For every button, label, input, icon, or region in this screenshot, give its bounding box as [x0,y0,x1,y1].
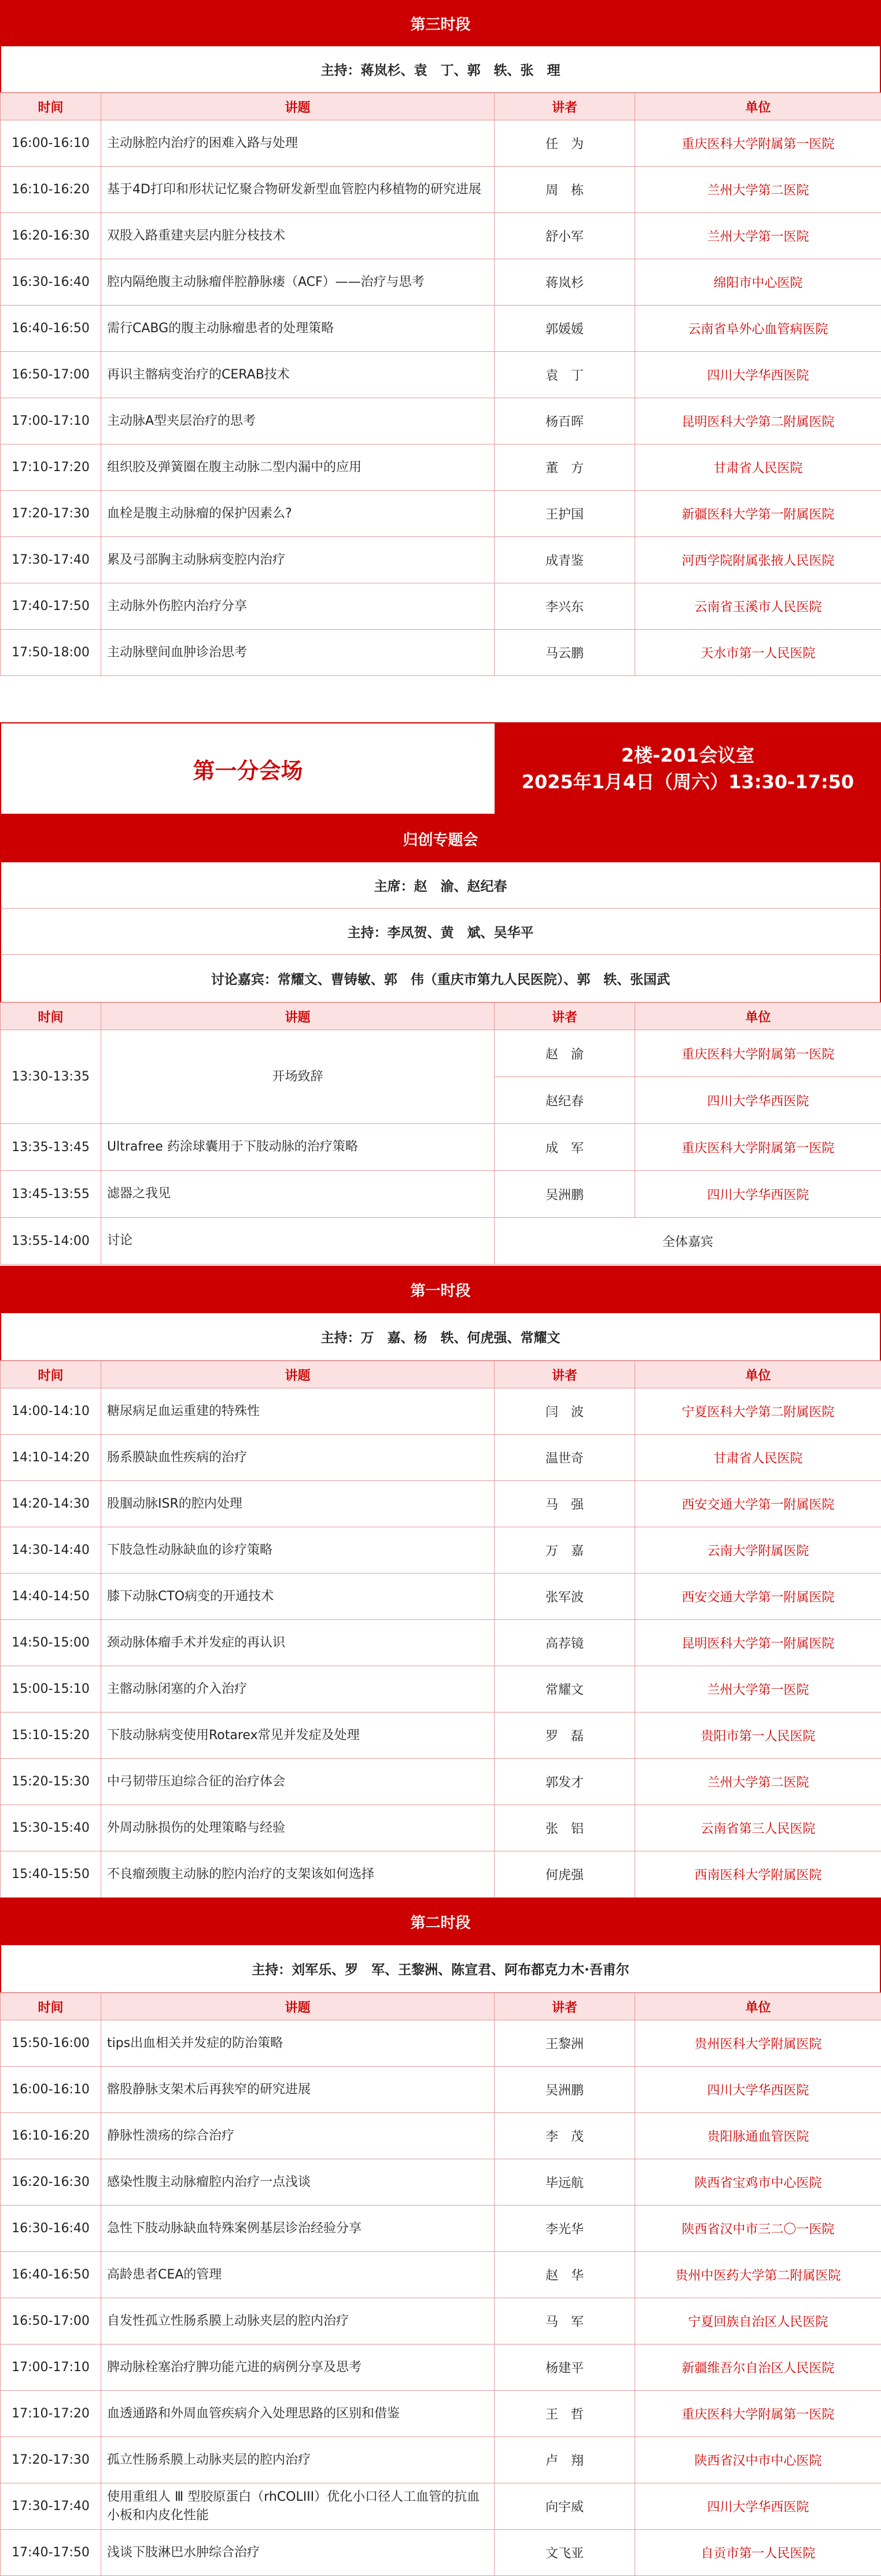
row-time: 16:40-16:50 [1,2252,101,2298]
row-speaker: 张军波 [495,1574,635,1620]
row-time: 14:30-14:40 [1,1527,101,1574]
table-row [1,444,881,491]
row-time: 16:30-16:40 [1,259,101,306]
row-speaker: 王护国 [495,491,635,537]
row-speaker: 郭发才 [495,1759,635,1805]
row-topic: 开场致辞 [101,1030,495,1124]
session1-block [0,1266,881,1898]
row-unit: 云南省第三人民医院 [635,1805,881,1851]
table-row [1,1527,881,1574]
header-topic: 讲题 [101,1993,495,2020]
row-speaker: 马云鹏 [495,630,635,676]
header-time: 时间 [1,1003,101,1030]
row-topic: Ultrafree 药涂球囊用于下肢动脉的治疗策略 [101,1124,495,1171]
row-unit: 云南省玉溪市人民医院 [635,583,881,630]
header-unit: 单位 [635,1993,881,2020]
row-unit: 贵州中医药大学第二附属医院 [635,2252,881,2298]
row-time: 13:45-13:55 [1,1171,101,1218]
special-title: 归创专题会 [0,815,881,862]
row-topic: 静脉性溃疡的综合治疗 [101,2113,495,2159]
special-block [0,815,881,1265]
row-speaker: 毕远航 [495,2159,635,2206]
row-unit: 绵阳市中心医院 [635,259,881,306]
row-unit: 西安交通大学第一附属医院 [635,1481,881,1527]
row-unit: 宁夏医科大学第二附属医院 [635,1388,881,1435]
table-row [1,1388,881,1435]
row-unit: 贵阳脉通血管医院 [635,2113,881,2159]
row-topic: tips出血相关并发症的防治策略 [101,2020,495,2067]
row-unit: 河西学院附属张掖人民医院 [635,537,881,583]
row-time: 16:00-16:10 [1,120,101,167]
row-unit: 重庆医科大学附属第一医院 [635,120,881,167]
row-topic: 腔内隔绝腹主动脉瘤伴腔静脉瘘（ACF）——治疗与思考 [101,259,495,306]
table-row [1,352,881,398]
row-speaker: 李兴东 [495,583,635,630]
table-row [1,306,881,352]
table-row [1,1481,881,1527]
row-time: 16:50-17:00 [1,2298,101,2345]
row-speaker: 吴洲鹏 [495,1171,635,1218]
table-row [1,1574,881,1620]
header-speaker: 讲者 [495,1361,635,1388]
session2-host: 主持：刘军乐、罗 军、王黎洲、陈宣君、阿布都克力木·吾甫尔 [0,1945,881,1993]
row-speaker: 万 嘉 [495,1527,635,1574]
row-unit: 陕西省汉中市三二〇一医院 [635,2206,881,2252]
row-unit: 四川大学华西医院 [635,1171,881,1218]
header-topic: 讲题 [101,93,495,120]
row-unit: 陕西省汉中市中心医院 [635,2437,881,2483]
row-speaker: 向宇威 [495,2483,635,2530]
row-time: 15:00-15:10 [1,1666,101,1713]
table-row [1,2206,881,2252]
row-topic: 浅谈下肢淋巴水肿综合治疗 [101,2530,495,2576]
row-time: 13:30-13:35 [1,1030,101,1124]
row-topic: 外周动脉损伤的处理策略与经验 [101,1805,495,1851]
table-row [1,2391,881,2437]
row-speaker: 何虎强 [495,1851,635,1898]
row-speaker: 董 方 [495,444,635,491]
row-unit: 云南大学附属医院 [635,1527,881,1574]
row-topic: 主髂动脉闭塞的介入治疗 [101,1666,495,1713]
row-speaker: 常耀文 [495,1666,635,1713]
table-row [1,1713,881,1759]
row-unit: 四川大学华西医院 [635,2067,881,2113]
row-topic: 需行CABG的腹主动脉瘤患者的处理策略 [101,306,495,352]
row-time: 13:35-13:45 [1,1124,101,1171]
row-unit: 重庆医科大学附属第一医院 [635,2391,881,2437]
row-speaker: 文飞亚 [495,2530,635,2576]
row-topic: 讨论 [101,1218,495,1265]
row-speaker: 杨建平 [495,2345,635,2391]
row-topic: 主动脉外伤腔内治疗分享 [101,583,495,630]
row-time: 14:20-14:30 [1,1481,101,1527]
row-time: 14:40-14:50 [1,1574,101,1620]
row-time: 15:20-15:30 [1,1759,101,1805]
table-row [1,1030,881,1077]
table-row [1,1666,881,1713]
session1-table [0,1361,881,1898]
row-speaker: 张 铝 [495,1805,635,1851]
session1-host: 主持：万 嘉、杨 轶、何虎强、常耀文 [0,1313,881,1361]
row-time: 14:10-14:20 [1,1435,101,1481]
table-row [1,1620,881,1666]
row-unit: 兰州大学第二医院 [635,1759,881,1805]
row-time: 16:40-16:50 [1,306,101,352]
table-header-row [1,1361,881,1388]
row-time: 17:30-17:40 [1,2483,101,2530]
table-row [1,398,881,444]
table-row [1,2437,881,2483]
venue-room: 2楼-201会议室 [621,742,754,769]
table-row [1,1851,881,1898]
row-unit: 新疆医科大学第一附属医院 [635,491,881,537]
row-time: 16:20-16:30 [1,2159,101,2206]
session2-table [0,1993,881,2576]
row-speaker: 李光华 [495,2206,635,2252]
table-header-row [1,1993,881,2020]
row-speaker: 马 强 [495,1481,635,1527]
row-topic: 累及弓部胸主动脉病变腔内治疗 [101,537,495,583]
row-topic: 下肢动脉病变使用Rotarex常见并发症及处理 [101,1713,495,1759]
session3-host: 主持：蒋岚杉、袁 丁、郭 轶、张 理 [0,46,881,93]
row-unit: 云南省阜外心血管病医院 [635,306,881,352]
header-time: 时间 [1,1993,101,2020]
row-speaker: 成 军 [495,1124,635,1171]
header-unit: 单位 [635,1361,881,1388]
row-time: 17:50-18:00 [1,630,101,676]
row-unit: 甘肃省人民医院 [635,1435,881,1481]
row-time: 15:40-15:50 [1,1851,101,1898]
row-time: 17:20-17:30 [1,2437,101,2483]
row-unit: 自贡市第一人民医院 [635,2530,881,2576]
row-time: 16:30-16:40 [1,2206,101,2252]
table-row [1,2020,881,2067]
row-time: 16:10-16:20 [1,2113,101,2159]
row-unit: 西南医科大学附属医院 [635,1851,881,1898]
header-time: 时间 [1,1361,101,1388]
row-unit: 新疆维吾尔自治区人民医院 [635,2345,881,2391]
venue-datetime: 2025年1月4日（周六）13:30-17:50 [522,769,854,795]
row-speaker: 马 军 [495,2298,635,2345]
row-time: 14:00-14:10 [1,1388,101,1435]
table-row [1,537,881,583]
row-topic: 高龄患者CEA的管理 [101,2252,495,2298]
table-row [1,1435,881,1481]
row-topic: 滤器之我见 [101,1171,495,1218]
venue-info [495,723,881,814]
row-time: 17:00-17:10 [1,398,101,444]
row-topic: 主动脉壁间血肿诊治思考 [101,630,495,676]
row-unit: 四川大学华西医院 [635,352,881,398]
row-topic: 不良瘤颈腹主动脉的腔内治疗的支架该如何选择 [101,1851,495,1898]
special-host: 主持：李凤贺、黄 斌、吴华平 [0,909,881,955]
header-topic: 讲题 [101,1361,495,1388]
row-time: 13:55-14:00 [1,1218,101,1265]
row-time: 15:50-16:00 [1,2020,101,2067]
row-unit: 兰州大学第一医院 [635,1666,881,1713]
row-speaker: 郭媛媛 [495,306,635,352]
row-unit: 兰州大学第一医院 [635,213,881,259]
row-time: 14:50-15:00 [1,1620,101,1666]
table-row [1,2159,881,2206]
row-topic: 膝下动脉CTO病变的开通技术 [101,1574,495,1620]
session3-title: 第三时段 [0,0,881,46]
row-time: 16:20-16:30 [1,213,101,259]
session2-title: 第二时段 [0,1898,881,1945]
row-time: 15:10-15:20 [1,1713,101,1759]
table-row [1,259,881,306]
row-speaker: 成青鉴 [495,537,635,583]
session2-block [0,1898,881,2576]
row-speaker: 吴洲鹏 [495,2067,635,2113]
row-topic: 使用重组人 Ⅲ 型胶原蛋白（rhCOLIII）优化小口径人工血管的抗血小板和内皮化性能 [101,2483,495,2530]
row-speaker: 王黎洲 [495,2020,635,2067]
header-speaker: 讲者 [495,93,635,120]
row-topic: 双股入路重建夹层内脏分枝技术 [101,213,495,259]
header-topic: 讲题 [101,1003,495,1030]
row-speaker: 周 栋 [495,167,635,213]
header-speaker: 讲者 [495,1003,635,1030]
row-time: 17:10-17:20 [1,444,101,491]
table-row [1,2298,881,2345]
row-time: 17:30-17:40 [1,537,101,583]
session3-block [0,0,881,676]
table-row [1,1759,881,1805]
row-topic: 颈动脉体瘤手术并发症的再认识 [101,1620,495,1666]
table-row [1,491,881,537]
table-row [1,120,881,167]
row-topic: 再识主髂病变治疗的CERAB技术 [101,352,495,398]
row-unit: 天水市第一人民医院 [635,630,881,676]
session3-table [0,93,881,676]
row-topic: 下肢急性动脉缺血的诊疗策略 [101,1527,495,1574]
row-speaker: 罗 磊 [495,1713,635,1759]
row-speaker: 赵纪春 [495,1077,635,1124]
row-time: 17:40-17:50 [1,583,101,630]
row-topic: 股腘动脉ISR的腔内处理 [101,1481,495,1527]
table-row [1,1218,881,1265]
row-topic: 髂股静脉支架术后再狭窄的研究进展 [101,2067,495,2113]
row-unit: 昆明医科大学第二附属医院 [635,398,881,444]
table-row [1,1124,881,1171]
table-row [1,2067,881,2113]
row-speaker: 卢 翔 [495,2437,635,2483]
header-unit: 单位 [635,1003,881,1030]
header-unit: 单位 [635,93,881,120]
row-unit: 兰州大学第二医院 [635,167,881,213]
row-speaker: 袁 丁 [495,352,635,398]
table-row [1,630,881,676]
row-speaker: 赵 华 [495,2252,635,2298]
row-topic: 急性下肢动脉缺血特殊案例基层诊治经验分享 [101,2206,495,2252]
row-speaker: 蒋岚杉 [495,259,635,306]
row-topic: 感染性腹主动脉瘤腔内治疗一点浅谈 [101,2159,495,2206]
row-topic: 糖尿病足血运重建的特殊性 [101,1388,495,1435]
row-unit: 贵阳市第一人民医院 [635,1713,881,1759]
row-topic: 主动脉A型夹层治疗的思考 [101,398,495,444]
table-header-row [1,1003,881,1030]
table-row [1,2530,881,2576]
row-speaker: 舒小军 [495,213,635,259]
row-time: 16:10-16:20 [1,167,101,213]
row-speaker: 赵 渝 [495,1030,635,1077]
table-header-row [1,93,881,120]
table-row [1,2113,881,2159]
table-row [1,1171,881,1218]
row-time: 16:00-16:10 [1,2067,101,2113]
row-speaker: 王 哲 [495,2391,635,2437]
row-topic: 血透通路和外周血管疾病介入处理思路的区别和借鉴 [101,2391,495,2437]
row-unit: 重庆医科大学附属第一医院 [635,1124,881,1171]
header-time: 时间 [1,93,101,120]
row-time: 15:30-15:40 [1,1805,101,1851]
row-topic: 基于4D打印和形状记忆聚合物研发新型血管腔内移植物的研究进展 [101,167,495,213]
row-unit: 贵州医科大学附属医院 [635,2020,881,2067]
row-time: 16:50-17:00 [1,352,101,398]
row-unit: 四川大学华西医院 [635,1077,881,1124]
row-speaker: 任 为 [495,120,635,167]
table-row [1,583,881,630]
table-row [1,2252,881,2298]
row-unit: 陕西省宝鸡市中心医院 [635,2159,881,2206]
row-speaker: 温世奇 [495,1435,635,1481]
row-time: 17:10-17:20 [1,2391,101,2437]
row-time: 17:40-17:50 [1,2530,101,2576]
row-topic: 中弓韧带压迫综合征的治疗体会 [101,1759,495,1805]
row-topic: 血栓是腹主动脉瘤的保护因素么? [101,491,495,537]
table-row [1,2345,881,2391]
row-topic: 脾动脉栓塞治疗脾功能亢进的病例分享及思考 [101,2345,495,2391]
row-unit: 重庆医科大学附属第一医院 [635,1030,881,1077]
venue-banner [0,722,881,815]
row-topic: 孤立性肠系膜上动脉夹层的腔内治疗 [101,2437,495,2483]
row-speaker: 高荐镜 [495,1620,635,1666]
special-guests: 讨论嘉宾：常耀文、曹铸敏、郭 伟（重庆市第九人民医院）、郭 轶、张国武 [0,955,881,1002]
special-table [0,1002,881,1265]
row-unit: 宁夏回族自治区人民医院 [635,2298,881,2345]
row-speaker: 闫 波 [495,1388,635,1435]
table-row [1,2483,881,2530]
row-topic: 自发性孤立性肠系膜上动脉夹层的腔内治疗 [101,2298,495,2345]
row-speaker: 李 茂 [495,2113,635,2159]
header-speaker: 讲者 [495,1993,635,2020]
row-time: 17:20-17:30 [1,491,101,537]
venue-name: 第一分会场 [0,723,495,814]
row-topic: 组织胶及弹簧圈在腹主动脉二型内漏中的应用 [101,444,495,491]
row-speaker: 杨百晖 [495,398,635,444]
table-row [1,1805,881,1851]
session1-title: 第一时段 [0,1266,881,1313]
row-unit: 四川大学华西医院 [635,2483,881,2530]
row-topic: 主动脉腔内治疗的困难入路与处理 [101,120,495,167]
row-unit: 昆明医科大学第一附属医院 [635,1620,881,1666]
table-row [1,167,881,213]
row-speaker: 全体嘉宾 [495,1218,881,1265]
row-time: 17:00-17:10 [1,2345,101,2391]
row-topic: 肠系膜缺血性疾病的治疗 [101,1435,495,1481]
special-chair: 主席：赵 渝、赵纪春 [0,862,881,909]
table-row [1,213,881,259]
row-unit: 甘肃省人民医院 [635,444,881,491]
row-unit: 西安交通大学第一附属医院 [635,1574,881,1620]
